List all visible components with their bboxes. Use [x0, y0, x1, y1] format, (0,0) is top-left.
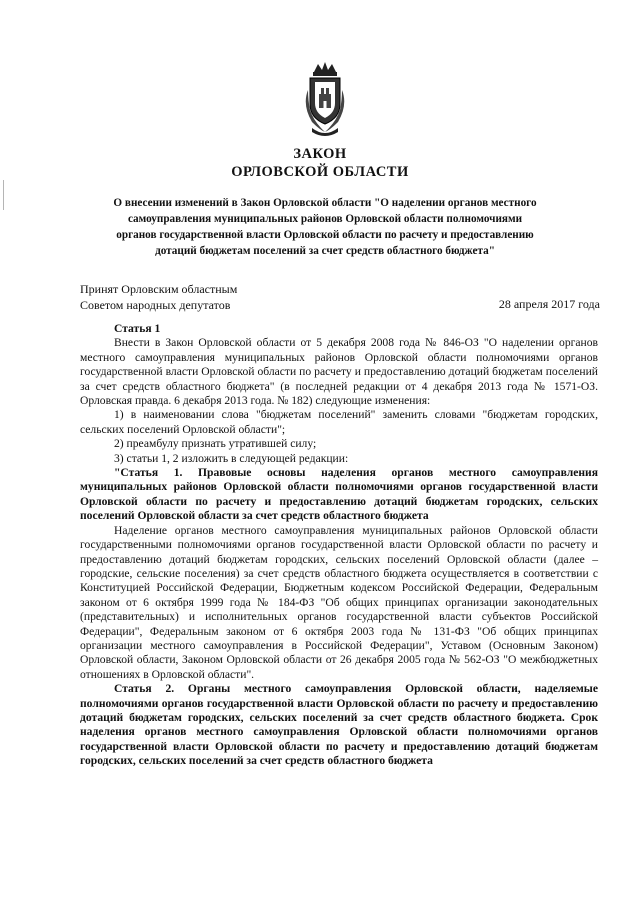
amended-article-1-title: "Статья 1. Правовые основы наделения органов местного самоуправления муниципальных районов Орловской области полномочиями органов государственной власти Орловской области по расчету и предоставлению дотаций бюджетам городских, сельских поселений Орловской области за счет средств областного бюджета	[80, 466, 598, 523]
document-body	[80, 322, 598, 769]
paragraph: Внести в Закон Орловской области от 5 декабря 2008 года № 846-ОЗ "О наделении органов местного самоуправления муниципальных районов Орловской области полномочиями органов государственной власти Орловской области по расчету и предоставлению дотаций бюджетам поселений за счет средств областного бюджета" (в последней редакции от 4 декабря 2013 года № 1571-ОЗ. Орловская правда. 6 декабря 2013 года. № 182) следующие изменения:	[80, 336, 598, 408]
list-item: 2) преамбулу признать утратившей силу;	[114, 437, 317, 451]
adoption-line-1: Принят Орловским областным	[80, 282, 238, 296]
document-subtitle: О внесении изменений в Закон Орловской области "О наделении органов местного самоуправления муниципальных районов Орловской области полномочиями органов государственной власти Орловской области по расчету и предоставлению дотаций бюджетам поселений за счет средств областного бюджета"	[113, 197, 537, 257]
adoption-date: 28 апреля 2017 года	[498, 297, 600, 311]
adoption-line-2: Советом народных депутатов	[80, 298, 231, 312]
article-1-heading: Статья 1	[114, 322, 161, 335]
amended-article-1-text: Наделение органов местного самоуправления муниципальных районов Орловской области государственными полномочиями органов государственной власти Орловской области по расчету и предоставлению дотаций бюджетам городских, сельских поселений Орловской области (далее – городские, сельские поселения) за счет средств областного бюджета осуществляется в соответствии с Конституцией Российской Федерации, Бюджетным кодексом Российской Федерации, Федеральным законом от 6 октября 1999 года № 184-ФЗ "Об общих принципах организации законодательных (представительных) и исполнительных органов государственной власти субъектов Российской Федерации", Федеральным законом от 6 октября 2003 года № 131-ФЗ "Об общих принципах организации местного самоуправления в Российской Федерации", Уставом (Основным Законом) Орловской области, Законом Орловской области от 26 декабря 2005 года № 562-ОЗ "О межбюджетных отношениях в Орловской области".	[80, 523, 598, 681]
list-item: 3) статьи 1, 2 изложить в следующей редакции:	[114, 451, 349, 465]
amended-article-2-title: Статья 2. Органы местного самоуправления Орловской области, наделяемые полномочиями органов государственной власти Орловской области по расчету и предоставлению дотаций бюджетам городских, сельских поселений за счет средств областного бюджета. Срок наделения органов местного самоуправления Орловской области полномочиями органов государственной власти Орловской области по расчету и предоставлению дотаций бюджетам городских, сельских поселений за счет средств областного бюджета	[80, 682, 598, 768]
scan-edge-mark	[3, 180, 4, 210]
list-item: 1) в наименовании слова "бюджетам поселений" заменить словами "бюджетам городских, сельских поселений Орловской области";	[80, 408, 598, 436]
document-title-region: ОРЛОВСКОЙ ОБЛАСТИ	[231, 164, 409, 180]
document-title: ЗАКОН	[293, 146, 347, 162]
adoption-block	[80, 281, 237, 313]
coat-of-arms-emblem	[300, 60, 350, 140]
